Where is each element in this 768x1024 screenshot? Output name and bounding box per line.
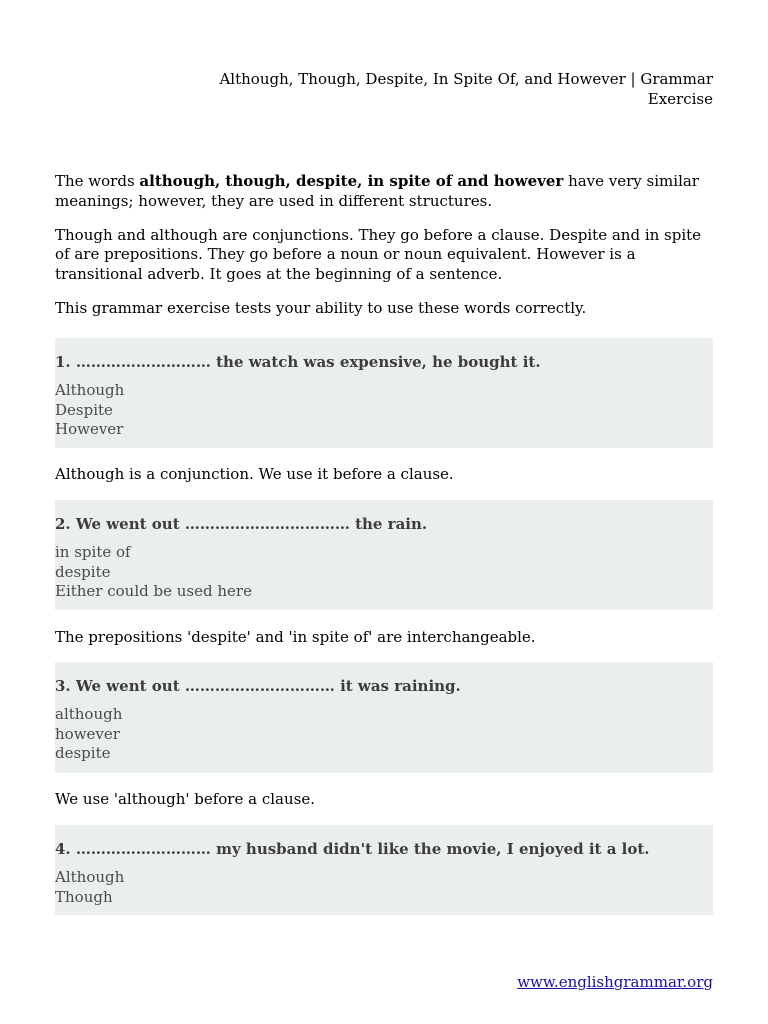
options-list bbox=[55, 705, 713, 764]
option-item[interactable]: although bbox=[55, 705, 123, 723]
question-title: 2. We went out …………………………… the rain. bbox=[55, 515, 428, 533]
footer-website-link[interactable]: www.englishgrammar.org bbox=[517, 973, 713, 991]
options-list bbox=[55, 543, 713, 602]
question-title: 4. ……………………… my husband didn't like the movie, I enjoyed it a lot. bbox=[55, 840, 650, 858]
question-block-4 bbox=[55, 825, 713, 915]
option-item[interactable]: Although bbox=[55, 381, 125, 399]
question-title: 1. ……………………… the watch was expensive, he bought it. bbox=[55, 353, 541, 371]
intro-paragraph-1 bbox=[55, 172, 713, 211]
option-item[interactable]: Though bbox=[55, 887, 113, 906]
options-list bbox=[55, 868, 713, 907]
question-block-2 bbox=[55, 500, 713, 610]
intro-paragraph-2: Though and although are conjunctions. They go before a clause. Despite and in spite of are prepositions. They go before a noun or noun equivalent. However is a transitional adverb. It goes at the beginning of a sentence. bbox=[55, 225, 702, 283]
option-item[interactable]: however bbox=[55, 724, 120, 743]
option-item[interactable]: despite bbox=[55, 562, 111, 581]
question-block-1 bbox=[55, 338, 713, 448]
intro-paragraph-3: This grammar exercise tests your ability to use these words correctly. bbox=[55, 298, 587, 317]
explanation-2: The prepositions 'despite' and 'in spite of' are interchangeable. bbox=[55, 628, 536, 646]
intro-p1-start: The words bbox=[55, 172, 140, 190]
option-item[interactable]: However bbox=[55, 420, 124, 438]
option-item[interactable]: in spite of bbox=[55, 543, 131, 561]
question-title: 3. We went out ………………………… it was raining. bbox=[55, 677, 461, 695]
option-item[interactable]: Either could be used here bbox=[55, 582, 252, 600]
option-item[interactable]: despite bbox=[55, 744, 111, 762]
intro-p1-bold: although, though, despite, in spite of and however bbox=[139, 172, 564, 190]
intro-p1-end: have very similar meanings; however, they are used in different structures. bbox=[55, 172, 699, 210]
option-item[interactable]: Despite bbox=[55, 400, 113, 419]
intro-section bbox=[55, 172, 713, 333]
question-block-3 bbox=[55, 662, 713, 773]
options-list bbox=[55, 381, 713, 440]
option-item[interactable]: Although bbox=[55, 868, 125, 886]
explanation-3: We use 'although' before a clause. bbox=[55, 790, 315, 808]
explanation-1: Although is a conjunction. We use it before a clause. bbox=[55, 465, 454, 483]
page-title: Although, Though, Despite, In Spite Of, and However | Grammar Exercise bbox=[219, 70, 713, 108]
